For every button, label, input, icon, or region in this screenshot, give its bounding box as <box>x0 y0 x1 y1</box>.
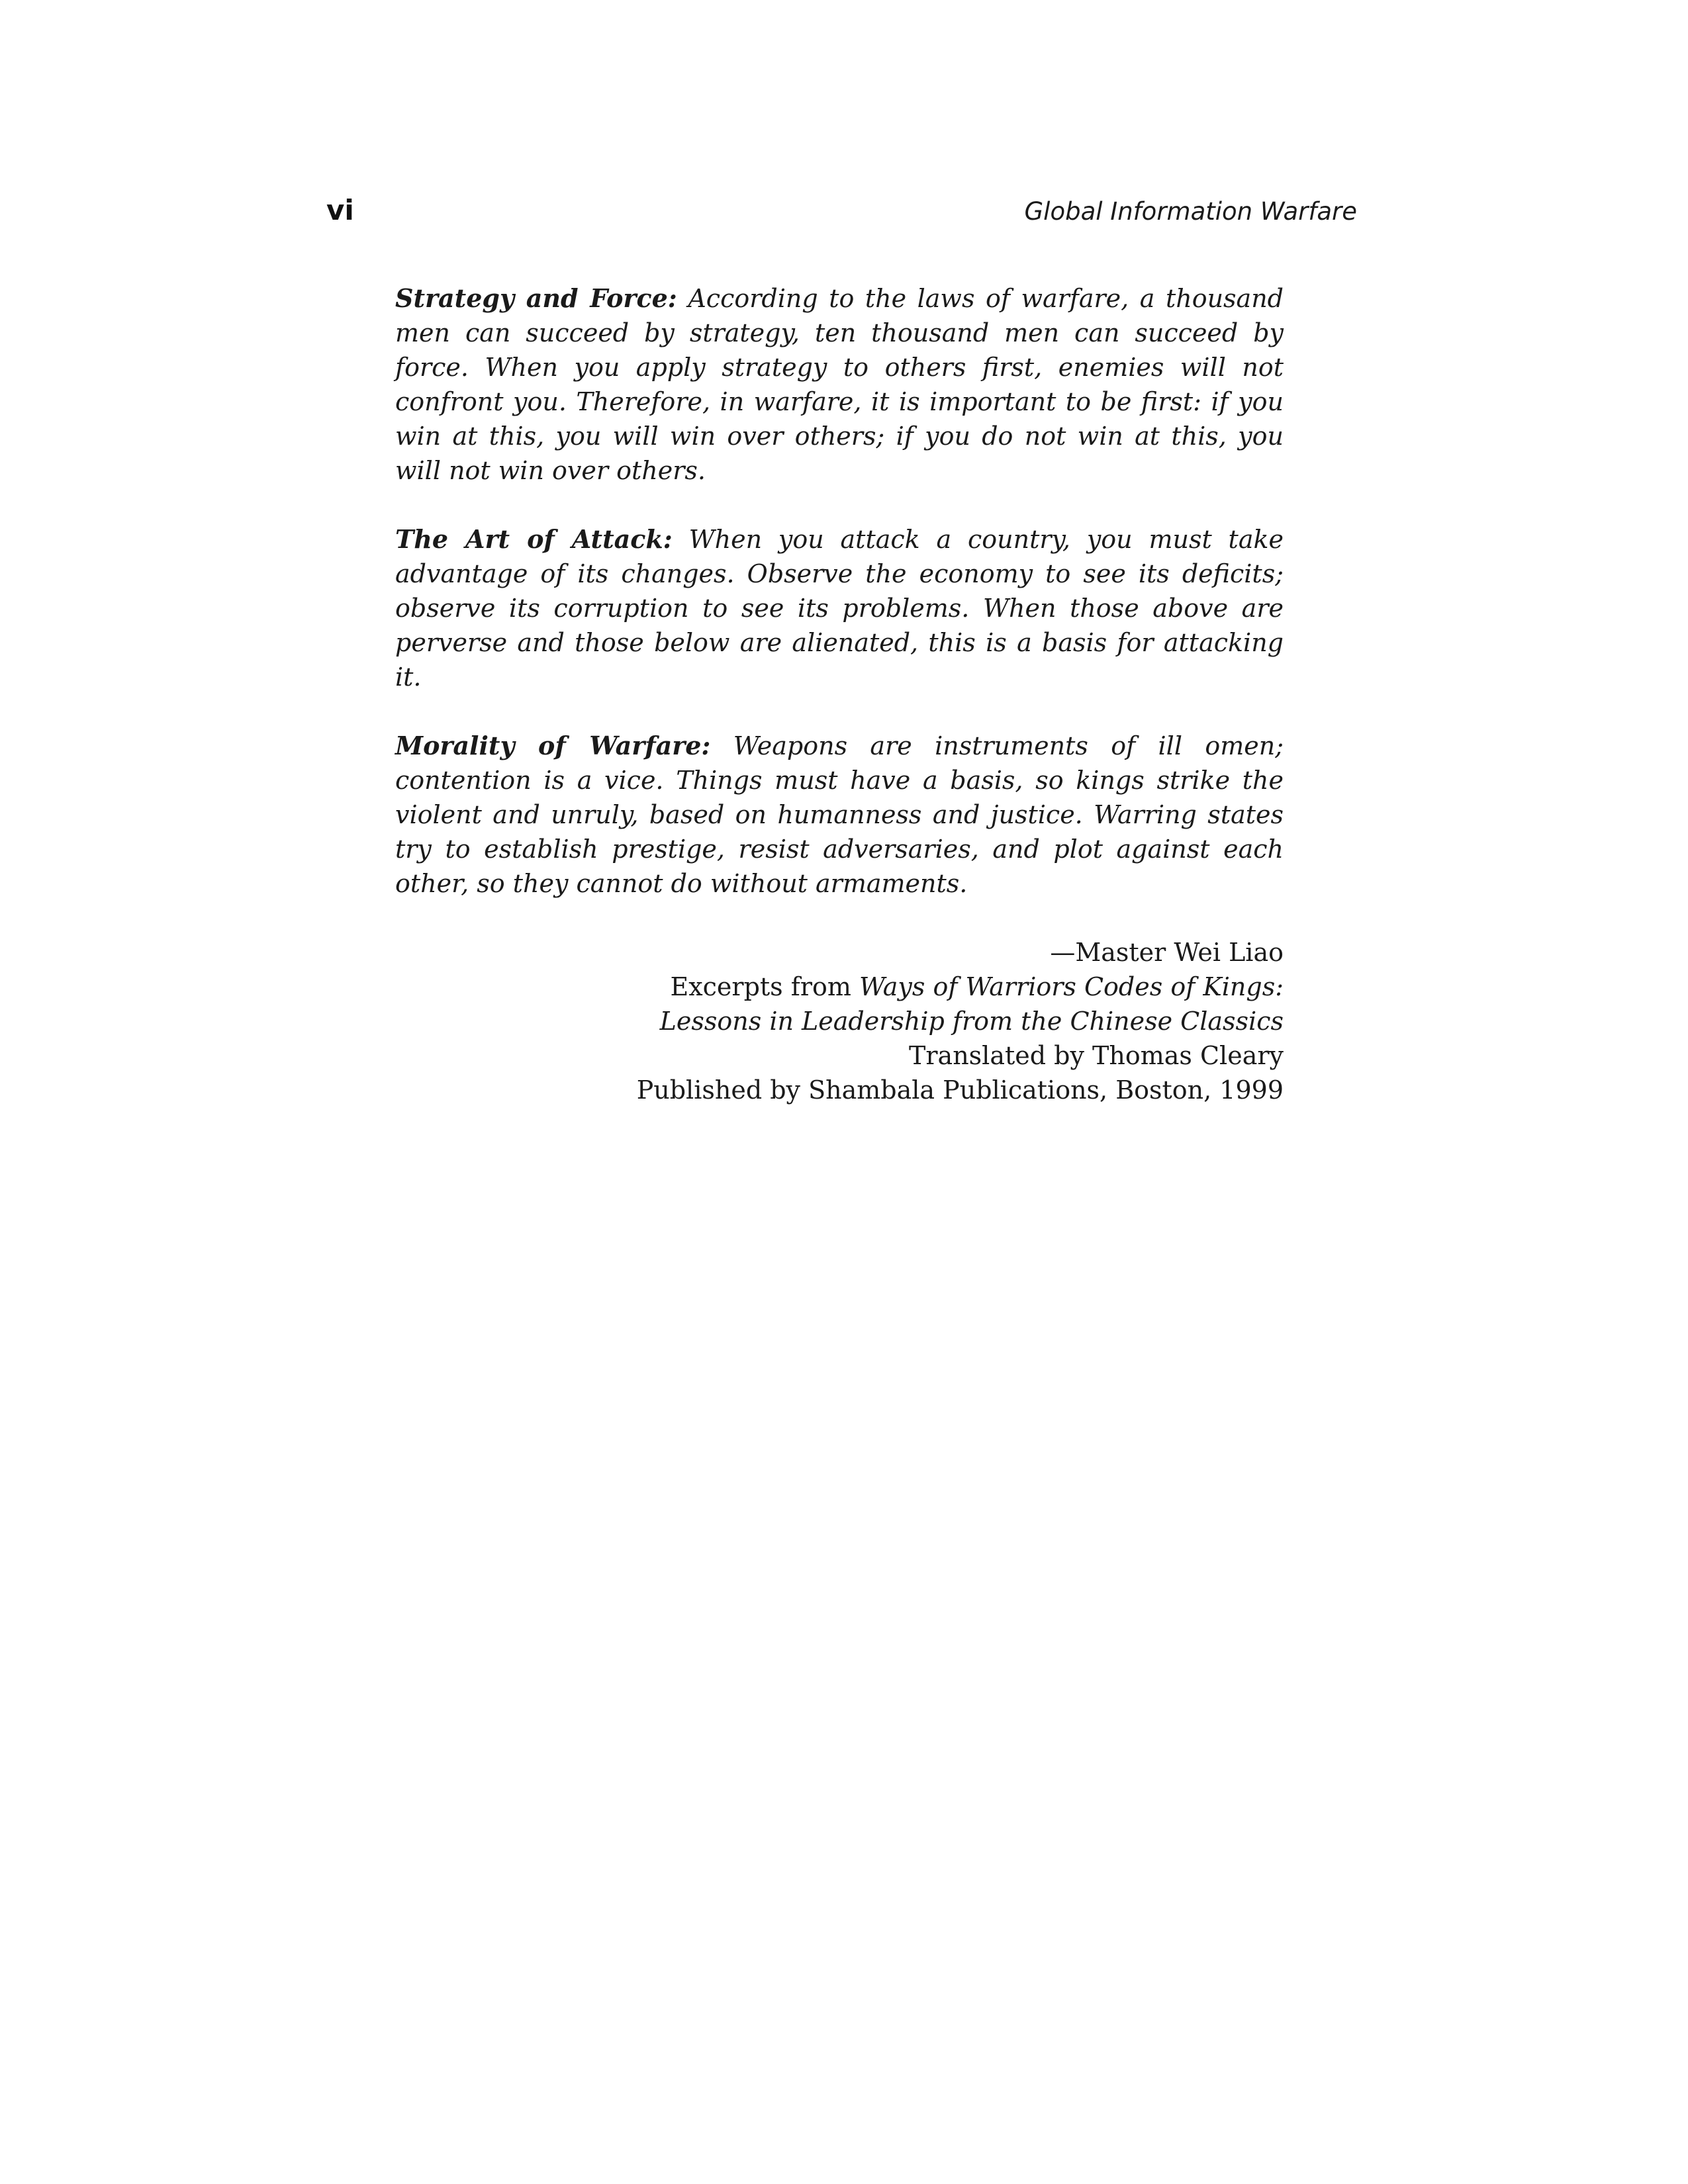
paragraph-text: Weapons are instruments of ill omen; contention is a vice. Things must have a basis, so kings strike the violent and unruly, based on humanness and justice. Warring states try to establish prestige, resist adversaries, and plot against each other, so they cannot do without armaments. <box>395 731 1284 898</box>
book-title-line-1: Ways of Warriors Codes of Kings: <box>859 972 1284 1001</box>
book-title-line-2: Lessons in Leadership from the Chinese Classics <box>659 1007 1284 1036</box>
excerpt-prefix: Excerpts from <box>670 972 859 1001</box>
attribution-author: —Master Wei Liao <box>1050 938 1284 967</box>
paragraph-text: When you attack a country, you must take advantage of its changes. Observe the economy to see its deficits; observe its corruption to see its problems. When those above are perverse and those below are alienated, this is a basis for attacking it. <box>395 525 1284 692</box>
paragraph-text: According to the laws of warfare, a thousand men can succeed by strategy, ten thousand men can succeed by force. When you apply strategy to others first, enemies will not confront you. Therefore, in warfare, it is important to be first: if you win at this, you will win over others; if you do not win at this, you will not win over others. <box>395 284 1284 485</box>
paragraph-strategy-and-force <box>395 281 1284 488</box>
paragraph-lead: Strategy and Force: <box>395 283 677 313</box>
attribution-block <box>395 935 1284 1107</box>
page-number: vi <box>326 194 354 226</box>
paragraph-morality-of-warfare <box>395 729 1284 901</box>
attribution-publisher: Published by Shambala Publications, Boston, 1999 <box>636 1075 1284 1105</box>
running-head: Global Information Warfare <box>1024 197 1357 226</box>
paragraph-art-of-attack <box>395 522 1284 694</box>
epigraph-body <box>395 281 1284 1107</box>
attribution-translator: Translated by Thomas Cleary <box>909 1041 1284 1070</box>
paragraph-lead: Morality of Warfare: <box>395 731 711 760</box>
attribution-excerpt-line <box>395 970 1284 1004</box>
paragraph-lead: The Art of Attack: <box>395 524 673 554</box>
